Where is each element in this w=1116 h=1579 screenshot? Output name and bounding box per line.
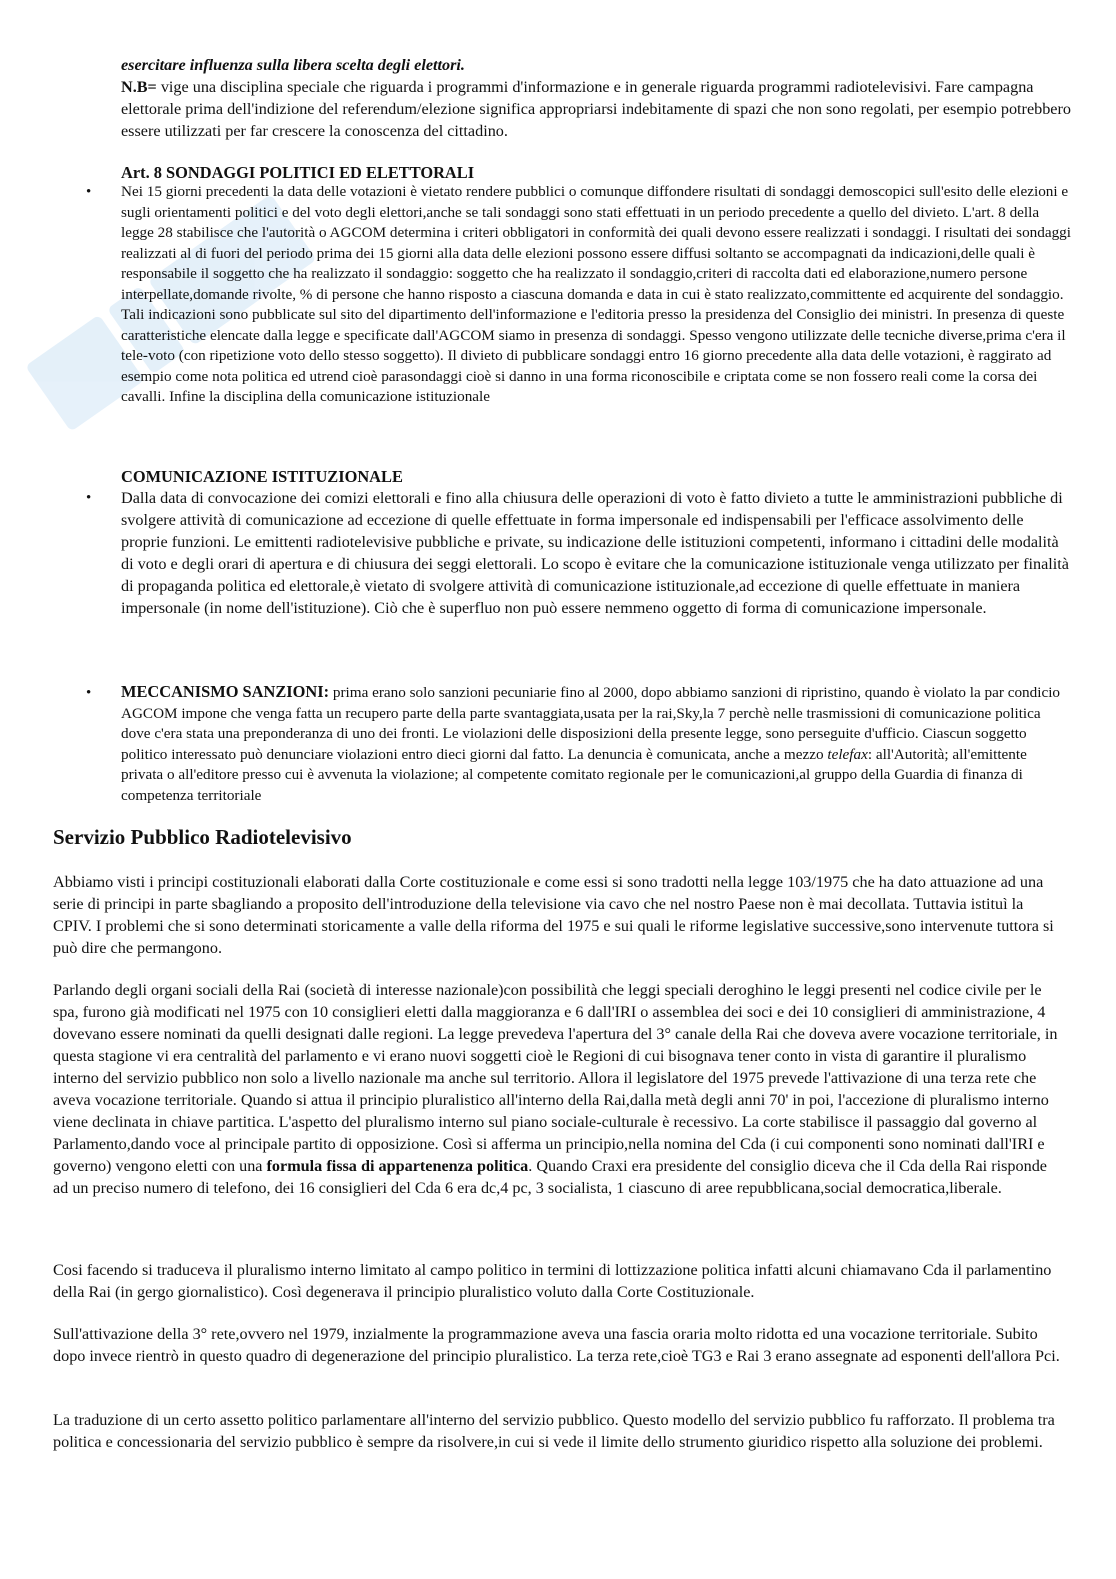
nb-paragraph: N.B= vige una disciplina speciale che riguarda i programmi d'informazione e in generale riguarda programmi radiotelevisivi. Fare campagna elettorale prima dell'indizione del referendum/elezione significa appropriarsi indebitamente di spazi che non sono regolati, per esempio potrebbero essere utilizzati per far crescere la conoscenza del cittadino. bbox=[121, 78, 1071, 140]
sanzioni-text: MECCANISMO SANZIONI: prima erano solo sanzioni pecuniarie fino al 2000, dopo abbiamo sanzioni di ripristino, quando è violato la par condicio AGCOM impone che venga fatta un recupero parte della parte svantaggiata,usata per la rai,Sky,la 7 perchè nelle trasmissioni di comunicazione politica dove c'era stata una preponderanza di uno dei fronti. Le violazioni delle disposizioni della presente legge, sono perseguite d'ufficio. Ciascun soggetto politico interessato può denunciare violazioni entro dieci giorni dal fatto. La denuncia è comunicata, anche a mezzo telefax: all'Autorità; all'emittente privata o all'editore presso cui è avvenuta la violazione; al competente comitato regionale per le comunicazioni,al gruppo della Guardia di finanza di competenza territoriale bbox=[121, 682, 1061, 804]
section-title: Servizio Pubblico Radiotelevisivo bbox=[53, 825, 352, 849]
servizio-p1: Abbiamo visti i principi costituzionali elaborati dalla Corte costituzionale e come essi si sono tradotti nella legge 103/1975 che ha dato attuazione ad una serie di principi in parte sbagliando a proposito dell'introduzione della televisione via cavo che nel nostro Paese non è mai decollata. Tuttavia istituì la CPIV. I problemi che si sono determinati storicamente a valle della riforma del 1975 e sui quali le riforme legislative successive,sono intervenute tuttora si può dire che permangono. bbox=[53, 873, 1054, 957]
art8-text: Nei 15 giorni precedenti la data delle votazioni è vietato rendere pubblici o comunque diffondere risultati di sondaggi demoscopici sull'esito delle elezioni e sugli orientamenti politici e del voto degli elettori,anche se tali sondaggi sono stati effettuati in un periodo precedente a quello del divieto. L'art. 8 della legge 28 stabilisce che l'autorità o AGCOM determina i criteri obbligatori in conformità dei quali devono essere realizzati i sondaggi. I risultati dei sondaggi realizzati al di fuori del periodo prima dei 15 giorni alla data delle elezioni possono essere diffusi soltanto se accompagnati da indicazioni,delle quali è responsabile il soggetto che ha realizzato il sondaggio: soggetto che ha realizzato il sondaggio,criteri di raccolta dati ed elaborazione,numero persone interpellate,domande rivolte, % di persone che hanno risposto a ciascuna domanda e data in cui è stato realizzato,committente ed acquirente del sondaggio. Tali indicazioni sono pubblicate sul sito del dipartimento dell'informazione e l'editoria presso la presidenza del Consiglio dei ministri. In presenza di queste caratteristiche elencate dalla legge e specificate dall'AGCOM siamo in presenza di sondaggi. Spesso vengono utilizzate delle tecniche diverse,prima c'era il tele-voto (con ripetizione voto dello stesso soggetto). Il divieto di pubblicare sondaggi entro 16 giorno precedente alla data delle votazioni, è raggirato ad esempio come nota politica ed utrend cioè parasondaggi cioè si danno in una forma riconoscibile e criptata come se non fossero reali come la corsa dei cavalli. Infine la disciplina della comunicazione istituzionale bbox=[121, 183, 1071, 405]
sanzioni-body bbox=[121, 682, 1071, 806]
comunicazione-body bbox=[121, 487, 1071, 619]
sanzioni-bullet: • bbox=[86, 685, 92, 701]
comunicazione-bullet: • bbox=[86, 490, 92, 506]
art8-bullet: • bbox=[86, 184, 92, 200]
servizio-p3: Cosi facendo si traduceva il pluralismo interno limitato al campo politico in termini di lottizzazione politica infatti alcuni chiamavano Cda il parlamentino della Rai (in gergo giornalistico). Così degenerava il principio pluralistico voluto dalla Corte Costituzionale. bbox=[53, 1261, 1052, 1301]
comunicazione-heading: COMUNICAZIONE ISTITUZIONALE bbox=[121, 467, 403, 486]
art8-heading: Art. 8 SONDAGGI POLITICI ED ELETTORALI bbox=[121, 163, 475, 182]
intro-line: esercitare influenza sulla libera scelta degli elettori. bbox=[121, 56, 465, 74]
servizio-p5: La traduzione di un certo assetto politico parlamentare all'interno del servizio pubblico. Questo modello del servizio pubblico fu rafforzato. Il problema tra politica e concessionaria del servizio pubblico è sempre da risolvere,in cui si vede il limite dello strumento giuridico rispetto alla soluzione dei problemi. bbox=[53, 1411, 1055, 1451]
art8-body bbox=[121, 182, 1071, 408]
servizio-p2: Parlando degli organi sociali della Rai (società di interesse nazionale)con possibilità che leggi speciali deroghino le leggi presenti nel codice civile per le spa, furono già modificati nel 1975 con 10 consiglieri eletti dalla maggioranza e 6 dall'IRI o assemblea dei soci e dei 10 consiglieri di amministrazione, 4 dovevano essere nominati da quelli designati dalle regioni. La legge prevedeva l'apertura del 3° canale della Rai che doveva avere vocazione territoriale, in questa stagione vi era centralità del parlamento e vi erano nuovi soggetti cioè le Regioni di cui bisognava tener conto in vista di garantire il pluralismo interno del servizio pubblico non solo a livello nazionale ma anche sul territorio. Allora il legislatore del 1975 prevede l'attivazione di una terza rete che aveva vocazione territoriale. Quando si attua il principio pluralistico all'interno della Rai,dalla metà degli anni 70' in poi, l'accezione di pluralismo interno viene declinata in chiave partitica. L'aspetto del pluralismo interno sul piano sociale-culturale è recessivo. La corte stabilisce il passaggio dal governo al Parlamento,dando voce al principale partito di opposizione. Così si afferma un principio,nella nomina del Cda (i cui componenti sono nominati dall'IRI e governo) vengono eletti con una formula fissa di appartenenza politica. Quando Craxi era presidente del consiglio diceva che il Cda della Rai risponde ad un preciso numero di telefono, dei 16 consiglieri del Cda 6 era dc,4 pc, 3 socialista, 1 ciascuno di aree repubblicana,social democratica,liberale. bbox=[53, 981, 1058, 1197]
intro-block bbox=[121, 54, 1071, 142]
servizio-p4: Sull'attivazione della 3° rete,ovvero nel 1979, inzialmente la programmazione aveva una fascia oraria molto ridotta ed una vocazione territoriale. Subito dopo invece rientrò in questo quadro di degenerazione del principio pluralistico. La terza rete,cioè TG3 e Rai 3 erano assegnate ad esponenti dell'allora Pci. bbox=[53, 1325, 1060, 1365]
comunicazione-text: Dalla data di convocazione dei comizi elettorali e fino alla chiusura delle operazioni di voto è fatto divieto a tutte le amministrazioni pubbliche di svolgere attività di comunicazione ad eccezione di quelle effettuate in forma impersonale ed indispensabili per l'efficace assolvimento delle proprie funzioni. Le emittenti radiotelevisive pubbliche e private, su indicazione delle istituzioni competenti, informano i cittadini delle modalità di voto e degli orari di apertura e di chiusura dei seggi elettorali. Lo scopo è evitare che la comunicazione istituzionale venga utilizzato per finalità di propaganda politica ed elettorale,è vietato di svolgere attività di comunicazione istituzionale,ad eccezione di quelle effettuate in maniera impersonale (in nome dell'istituzione). Ciò che è superfluo non può essere nemmeno oggetto di forma di comunicazione impersonale. bbox=[121, 489, 1069, 617]
